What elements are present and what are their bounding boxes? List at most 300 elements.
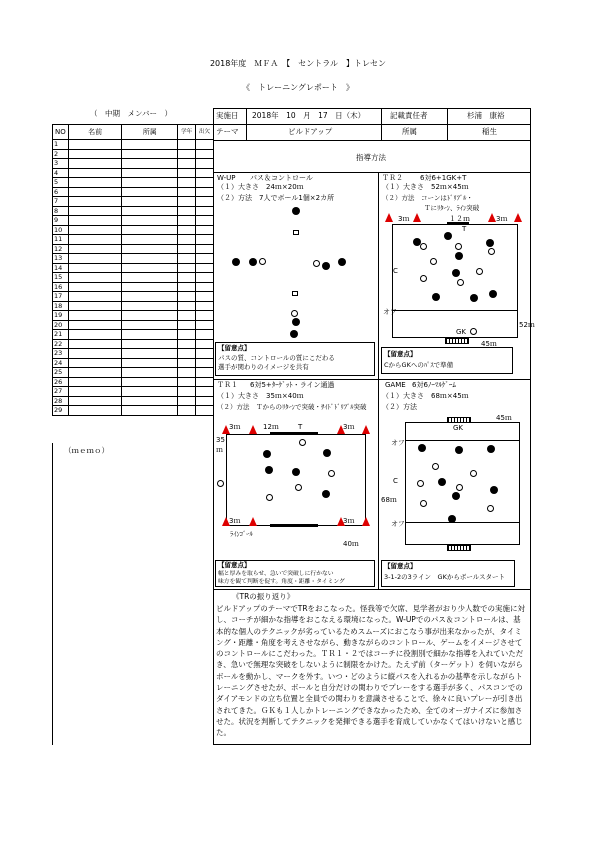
roster-cell <box>178 406 196 416</box>
roster-cell <box>196 159 214 169</box>
player-outline-icon <box>487 505 494 512</box>
roster-row <box>53 168 214 178</box>
method-heading: 指導方法 <box>356 153 386 162</box>
roster-cell <box>196 358 214 368</box>
roster-cell <box>122 149 178 159</box>
roster-cell <box>196 292 214 302</box>
theme-label: テーマ <box>216 127 239 136</box>
roster-cell <box>178 368 196 378</box>
roster-row <box>53 216 214 226</box>
roster-cell <box>122 273 178 283</box>
roster-cell <box>178 197 196 207</box>
tr1-method: （２）方法 Ｔからのﾘﾀｰﾝで突破・ｻｲﾄﾞﾄﾞﾘﾌﾞﾙ突破 <box>217 403 367 411</box>
tr1-title: 6対5+ﾀｰｹﾞｯﾄ・ライン通過 <box>250 381 335 389</box>
player-icon <box>455 252 463 260</box>
game-point-1: 3-1-2の3ライン GKからボールスタート <box>384 573 506 581</box>
roster-cell <box>122 225 178 235</box>
roster-cell <box>122 263 178 273</box>
roster-row <box>53 292 214 302</box>
roster-row <box>53 311 214 321</box>
roster-row-number: 6 <box>53 187 69 197</box>
roster-cell <box>196 187 214 197</box>
roster-row <box>53 377 214 387</box>
roster-row-number: 26 <box>53 377 69 387</box>
roster-row-number: 20 <box>53 320 69 330</box>
col-attend: 出欠 <box>196 125 214 140</box>
player-outline-icon <box>295 484 302 491</box>
player-icon <box>263 450 271 458</box>
roster-cell <box>68 282 122 292</box>
roster-cell <box>68 292 122 302</box>
player-outline-icon <box>432 463 439 470</box>
roster-cell <box>178 387 196 397</box>
roster-cell <box>122 406 178 416</box>
roster-cell <box>178 282 196 292</box>
recorder-label: 記載責任者 <box>390 111 428 120</box>
report-title: 2018年度 ＭＦＡ 【 セントラル 】トレセン <box>209 59 387 68</box>
tr1-3m-tr: 3ｍ <box>343 423 355 431</box>
tr2-method-1: （２）方法 コーンはﾄﾞﾘﾌﾞﾙ・ <box>382 194 473 202</box>
roster-row-number: 3 <box>53 159 69 169</box>
affil-label: 所属 <box>402 127 417 136</box>
player-outline-icon <box>299 439 306 446</box>
tr2-12m: １２ｍ <box>449 215 470 223</box>
tr2-method-2: Ｔにﾘﾀｰﾝ、ﾗｲﾝ突破 <box>424 204 480 212</box>
wup-size: （１）大きさ 24ｍ×20ｍ <box>217 183 304 191</box>
roster-cell <box>196 301 214 311</box>
roster-row-number: 10 <box>53 225 69 235</box>
roster-row <box>53 225 214 235</box>
roster-row <box>53 320 214 330</box>
tr1-35: 35 <box>216 436 225 444</box>
report-subtitle: 《 トレーニングレポート 》 <box>242 83 354 92</box>
roster-cell <box>68 301 122 311</box>
roster-cell <box>196 320 214 330</box>
reflection-text: ビルドアップのテーマでTRをおこなった。怪我等で欠席、見学者がおり少人数での実施に対し、コーチが細かな指導をおこなえる環境になった。W-UPでのパス＆コントロールは、基本的な個人のテクニックが劣っているためスムーズにおこなう事が出来なかったが、タイミング・距離・角度を考えさせながら、動きながらのコントロール、ゲームをイメージさせてのコントロールにこだわった。ＴＲ１・２ではコーチに役割別で細かな指導を入れていただき、急いで無理な突破をしないように制限をかけた。たえず前（ターゲット）を伺いながらボールを動かし、マークを外す。いつ・どのように縦パスを入れるかの基準を示しながらトレーニングさせたが、ボールと自分だけの関わりでプレーをする選手が多く、パスコンでのダイアモンドの立ち位置と全員での関わりを意識させることで、徐々に良いプレーが引き出されてきた。ＧＫも１人しかトレーニングできなかったため、全てのオーガナイズに参加させた。状況を判断してテクニックを発揮できる選手を育成していかなくてはいけないと感じた。 <box>216 604 526 738</box>
player-outline-icon <box>420 243 427 250</box>
player-icon <box>487 445 495 453</box>
roster-row-number: 4 <box>53 168 69 178</box>
cone-icon <box>249 425 257 434</box>
player-icon <box>452 492 460 500</box>
roster-cell <box>196 273 214 283</box>
tr2-point-1: CからGKへのﾊﾟｽで準備 <box>384 361 454 369</box>
tr1-3m-br: 3ｍ <box>343 517 355 525</box>
roster-cell <box>178 225 196 235</box>
roster-cell <box>178 349 196 359</box>
tr2-point-label: 【留意点】 <box>384 350 417 358</box>
game-c-label: C <box>393 477 398 485</box>
roster-row <box>53 197 214 207</box>
player-icon <box>489 290 497 298</box>
wup-title: パス＆コントロール <box>250 174 313 182</box>
roster-cell <box>68 216 122 226</box>
roster-cell <box>178 301 196 311</box>
roster-cell <box>122 235 178 245</box>
roster-cell <box>196 254 214 264</box>
roster-cell <box>196 140 214 150</box>
roster-row-number: 29 <box>53 406 69 416</box>
wup-method: （２）方法 7人でボール1個×2カ所 <box>217 194 335 202</box>
tr2-target-label: T <box>462 225 467 233</box>
player-icon <box>322 262 330 270</box>
roster-cell <box>178 244 196 254</box>
roster-row <box>53 206 214 216</box>
roster-row <box>53 244 214 254</box>
tr1-target-label: T <box>298 423 303 431</box>
tr2-45m: 45ｍ <box>481 340 497 348</box>
roster-row <box>53 187 214 197</box>
memo-label: （ｍｅｍｏ） <box>64 446 109 455</box>
tr2-title: 6対6+1GK+T <box>420 174 467 182</box>
roster-cell <box>68 387 122 397</box>
game-point-label: 【留意点】 <box>384 562 417 570</box>
roster-cell <box>122 311 178 321</box>
tr1-line-goal-label: ﾗｲﾝｺﾞｰﾙ <box>230 530 253 538</box>
col-grade: 学年 <box>178 125 196 140</box>
col-no: NO <box>53 125 69 140</box>
goal-icon <box>447 417 471 423</box>
roster-row <box>53 349 214 359</box>
roster-cell <box>68 330 122 340</box>
roster-cell <box>68 273 122 283</box>
roster-row <box>53 149 214 159</box>
roster-cell <box>68 197 122 207</box>
roster-cell <box>122 339 178 349</box>
roster-row-number: 28 <box>53 396 69 406</box>
roster-cell <box>68 339 122 349</box>
roster-cell <box>68 349 122 359</box>
roster-row-number: 22 <box>53 339 69 349</box>
roster-row <box>53 301 214 311</box>
affil-value: 稲生 <box>482 127 497 136</box>
tr1-12m: 12ｍ <box>263 423 279 431</box>
roster-cell <box>178 140 196 150</box>
player-icon <box>292 468 300 476</box>
roster-cell <box>68 396 122 406</box>
roster-row <box>53 254 214 264</box>
roster-row <box>53 358 214 368</box>
game-45m: 45ｍ <box>496 414 512 422</box>
tr2-52m: 52ｍ <box>519 321 535 329</box>
cone-icon <box>249 517 257 526</box>
roster-cell <box>178 216 196 226</box>
player-icon <box>438 478 446 486</box>
roster-cell <box>122 368 178 378</box>
tr1-point-1: 幅と厚みを取らせ、急いで突破しに行かない <box>218 571 334 577</box>
roster-row <box>53 263 214 273</box>
tr2-of-label: オフ <box>383 308 397 316</box>
player-outline-icon <box>266 494 273 501</box>
roster-cell <box>196 349 214 359</box>
roster-row-number: 5 <box>53 178 69 188</box>
roster-cell <box>68 320 122 330</box>
player-icon <box>338 258 346 266</box>
tr2-gk-label: GK <box>456 328 467 336</box>
player-icon <box>323 449 331 457</box>
tr2-3m-right: 3ｍ <box>496 215 508 223</box>
player-outline-icon <box>417 480 424 487</box>
player-icon <box>455 446 463 454</box>
roster-cell <box>196 197 214 207</box>
roster-cell <box>122 292 178 302</box>
player-outline-icon <box>456 484 463 491</box>
roster-cell <box>68 235 122 245</box>
roster-cell <box>196 396 214 406</box>
player-outline-icon <box>328 470 335 477</box>
player-icon <box>292 318 300 326</box>
roster-cell <box>68 187 122 197</box>
goal-icon <box>445 338 469 344</box>
game-of-top: オフ <box>391 439 405 447</box>
roster-cell <box>68 406 122 416</box>
player-outline-icon <box>470 470 477 477</box>
roster-cell <box>196 368 214 378</box>
roster-cell <box>196 216 214 226</box>
col-name: 名前 <box>68 125 122 140</box>
roster-cell <box>68 377 122 387</box>
roster-row-number: 19 <box>53 311 69 321</box>
wup-point-label: 【留意点】 <box>218 344 251 352</box>
tr2-size: （１）大きさ 52ｍ×45ｍ <box>382 183 469 191</box>
player-outline-icon <box>430 258 437 265</box>
roster-cell <box>122 254 178 264</box>
theme-value: ビルドアップ <box>288 127 333 136</box>
roster-cell <box>178 311 196 321</box>
roster-group-label: （ 中期 メンバー ） <box>90 109 172 118</box>
roster-row <box>53 339 214 349</box>
tr1-m-unit: ｍ <box>216 446 223 454</box>
wup-tag: W-UP <box>217 174 236 182</box>
game-title: 6対6ﾉｰﾏﾙｹﾞｰﾑ <box>412 381 456 389</box>
player-outline-icon <box>420 500 427 507</box>
cone-icon <box>362 517 370 526</box>
game-tag: GAME <box>385 381 406 389</box>
player-outline-icon <box>217 480 224 487</box>
roster-cell <box>68 358 122 368</box>
roster-cell <box>122 244 178 254</box>
roster-body <box>53 140 214 416</box>
ball-icon <box>293 230 299 235</box>
roster-row <box>53 406 214 416</box>
roster-cell <box>196 339 214 349</box>
tr2-3m-left: 3ｍ <box>398 215 410 223</box>
roster-cell <box>178 330 196 340</box>
tr2-field <box>392 224 518 338</box>
player-icon <box>448 515 456 523</box>
player-icon <box>249 258 257 266</box>
roster-row-number: 7 <box>53 197 69 207</box>
roster-cell <box>68 168 122 178</box>
roster-cell <box>122 377 178 387</box>
roster-row <box>53 273 214 283</box>
player-outline-icon <box>291 310 298 317</box>
roster-row-number: 9 <box>53 216 69 226</box>
date-label: 実施日 <box>216 111 239 120</box>
wup-point-2: 選手が関わりのイメージを共有 <box>218 363 309 371</box>
roster-cell <box>122 349 178 359</box>
roster-row-number: 21 <box>53 330 69 340</box>
player-icon <box>322 490 330 498</box>
player-icon <box>418 444 426 452</box>
roster-cell <box>122 168 178 178</box>
roster-row-number: 13 <box>53 254 69 264</box>
tr2-c-label: C <box>393 267 398 275</box>
cone-icon <box>337 425 345 434</box>
roster-row-number: 12 <box>53 244 69 254</box>
player-icon <box>470 294 478 302</box>
roster-row-number: 25 <box>53 368 69 378</box>
roster-cell <box>122 358 178 368</box>
roster-row <box>53 330 214 340</box>
player-outline-icon <box>476 268 483 275</box>
roster-cell <box>196 282 214 292</box>
roster-cell <box>68 244 122 254</box>
roster-cell <box>68 178 122 188</box>
tr1-line-goal-bar <box>270 524 318 527</box>
roster-cell <box>178 254 196 264</box>
roster-cell <box>196 263 214 273</box>
goal-icon <box>447 545 471 551</box>
cone-icon <box>337 517 345 526</box>
player-outline-icon <box>313 260 320 267</box>
player-icon <box>292 207 300 215</box>
player-icon <box>432 293 440 301</box>
roster-cell <box>122 320 178 330</box>
roster-cell <box>178 168 196 178</box>
roster-row-number: 27 <box>53 387 69 397</box>
roster-row-number: 2 <box>53 149 69 159</box>
game-gk-label: GK <box>453 424 464 432</box>
roster-cell <box>122 206 178 216</box>
roster-cell <box>196 235 214 245</box>
roster-cell <box>122 216 178 226</box>
tr1-size: （１）大きさ 35ｍ×40ｍ <box>217 392 304 400</box>
game-size: （１）大きさ 68ｍ×45ｍ <box>382 392 469 400</box>
roster-cell <box>178 206 196 216</box>
roster-header-row <box>53 125 214 140</box>
roster-row <box>53 235 214 245</box>
player-outline-icon <box>259 258 266 265</box>
roster-cell <box>196 244 214 254</box>
date-value: 2018年 10 月 17 日（木） <box>252 111 366 120</box>
roster-cell <box>68 368 122 378</box>
tr1-point-label: 【留意点】 <box>218 561 251 569</box>
reflection-label: 《TRの振り返り》 <box>232 592 295 601</box>
tr1-3m-bl: 3ｍ <box>229 517 241 525</box>
roster-cell <box>178 396 196 406</box>
cone-icon <box>385 213 393 222</box>
player-icon <box>265 466 273 474</box>
roster-cell <box>178 159 196 169</box>
roster-cell <box>122 387 178 397</box>
player-outline-icon <box>488 248 495 255</box>
col-affil: 所属 <box>122 125 178 140</box>
roster-cell <box>196 387 214 397</box>
player-outline-icon <box>420 275 427 282</box>
player-outline-icon <box>457 279 464 286</box>
roster-cell <box>122 140 178 150</box>
roster-cell <box>68 263 122 273</box>
player-icon <box>444 232 452 240</box>
roster-cell <box>178 187 196 197</box>
game-of-bottom: オフ <box>391 520 405 528</box>
tr2-tag: ＴＲ２ <box>382 174 403 182</box>
roster-cell <box>68 159 122 169</box>
roster-cell <box>68 206 122 216</box>
roster-cell <box>178 320 196 330</box>
roster-cell <box>196 206 214 216</box>
cone-icon <box>514 213 522 222</box>
roster-row-number: 1 <box>53 140 69 150</box>
cone-icon <box>413 213 421 222</box>
roster-row <box>53 282 214 292</box>
roster-cell <box>178 292 196 302</box>
roster-cell <box>122 159 178 169</box>
roster-cell <box>178 339 196 349</box>
roster-cell <box>122 396 178 406</box>
roster-row-number: 16 <box>53 282 69 292</box>
cone-icon <box>488 213 496 222</box>
roster-row <box>53 396 214 406</box>
cone-icon <box>222 517 230 526</box>
tr1-target-bar <box>270 432 318 435</box>
roster-cell <box>122 197 178 207</box>
player-icon <box>452 269 460 277</box>
memo-area <box>52 443 214 745</box>
tr1-point-2: 味方を観て判断を促す。角度・距離・タイミング <box>218 579 345 585</box>
player-outline-icon <box>455 243 462 250</box>
roster-cell <box>68 225 122 235</box>
roster-row-number: 14 <box>53 263 69 273</box>
wup-point-1: パスの質、コントロールの質にこだわる <box>218 354 335 362</box>
player-icon <box>490 486 498 494</box>
roster-row-number: 8 <box>53 206 69 216</box>
roster-row <box>53 140 214 150</box>
roster-cell <box>122 282 178 292</box>
roster-cell <box>196 225 214 235</box>
player-icon <box>290 330 298 338</box>
roster-cell <box>178 377 196 387</box>
roster-row <box>53 368 214 378</box>
roster-cell <box>178 273 196 283</box>
roster-row <box>53 178 214 188</box>
player-icon <box>232 258 240 266</box>
game-68m: 68ｍ <box>381 496 397 504</box>
tr1-40m: 40ｍ <box>343 540 359 548</box>
roster-row <box>53 159 214 169</box>
roster-cell <box>196 406 214 416</box>
player-outline-icon <box>470 328 477 335</box>
tr1-tag: ＴＲ１ <box>217 381 238 389</box>
cone-icon <box>222 425 230 434</box>
roster-row-number: 23 <box>53 349 69 359</box>
game-method: （２）方法 <box>382 403 417 411</box>
roster-cell <box>196 178 214 188</box>
roster-cell <box>68 149 122 159</box>
roster-row-number: 15 <box>53 273 69 283</box>
tr1-field <box>226 434 366 526</box>
roster-cell <box>122 178 178 188</box>
cone-icon <box>362 425 370 434</box>
roster-cell <box>122 301 178 311</box>
roster-row-number: 17 <box>53 292 69 302</box>
roster-cell <box>122 330 178 340</box>
roster-cell <box>68 254 122 264</box>
roster-row-number: 18 <box>53 301 69 311</box>
roster-cell <box>178 178 196 188</box>
roster-cell <box>178 235 196 245</box>
